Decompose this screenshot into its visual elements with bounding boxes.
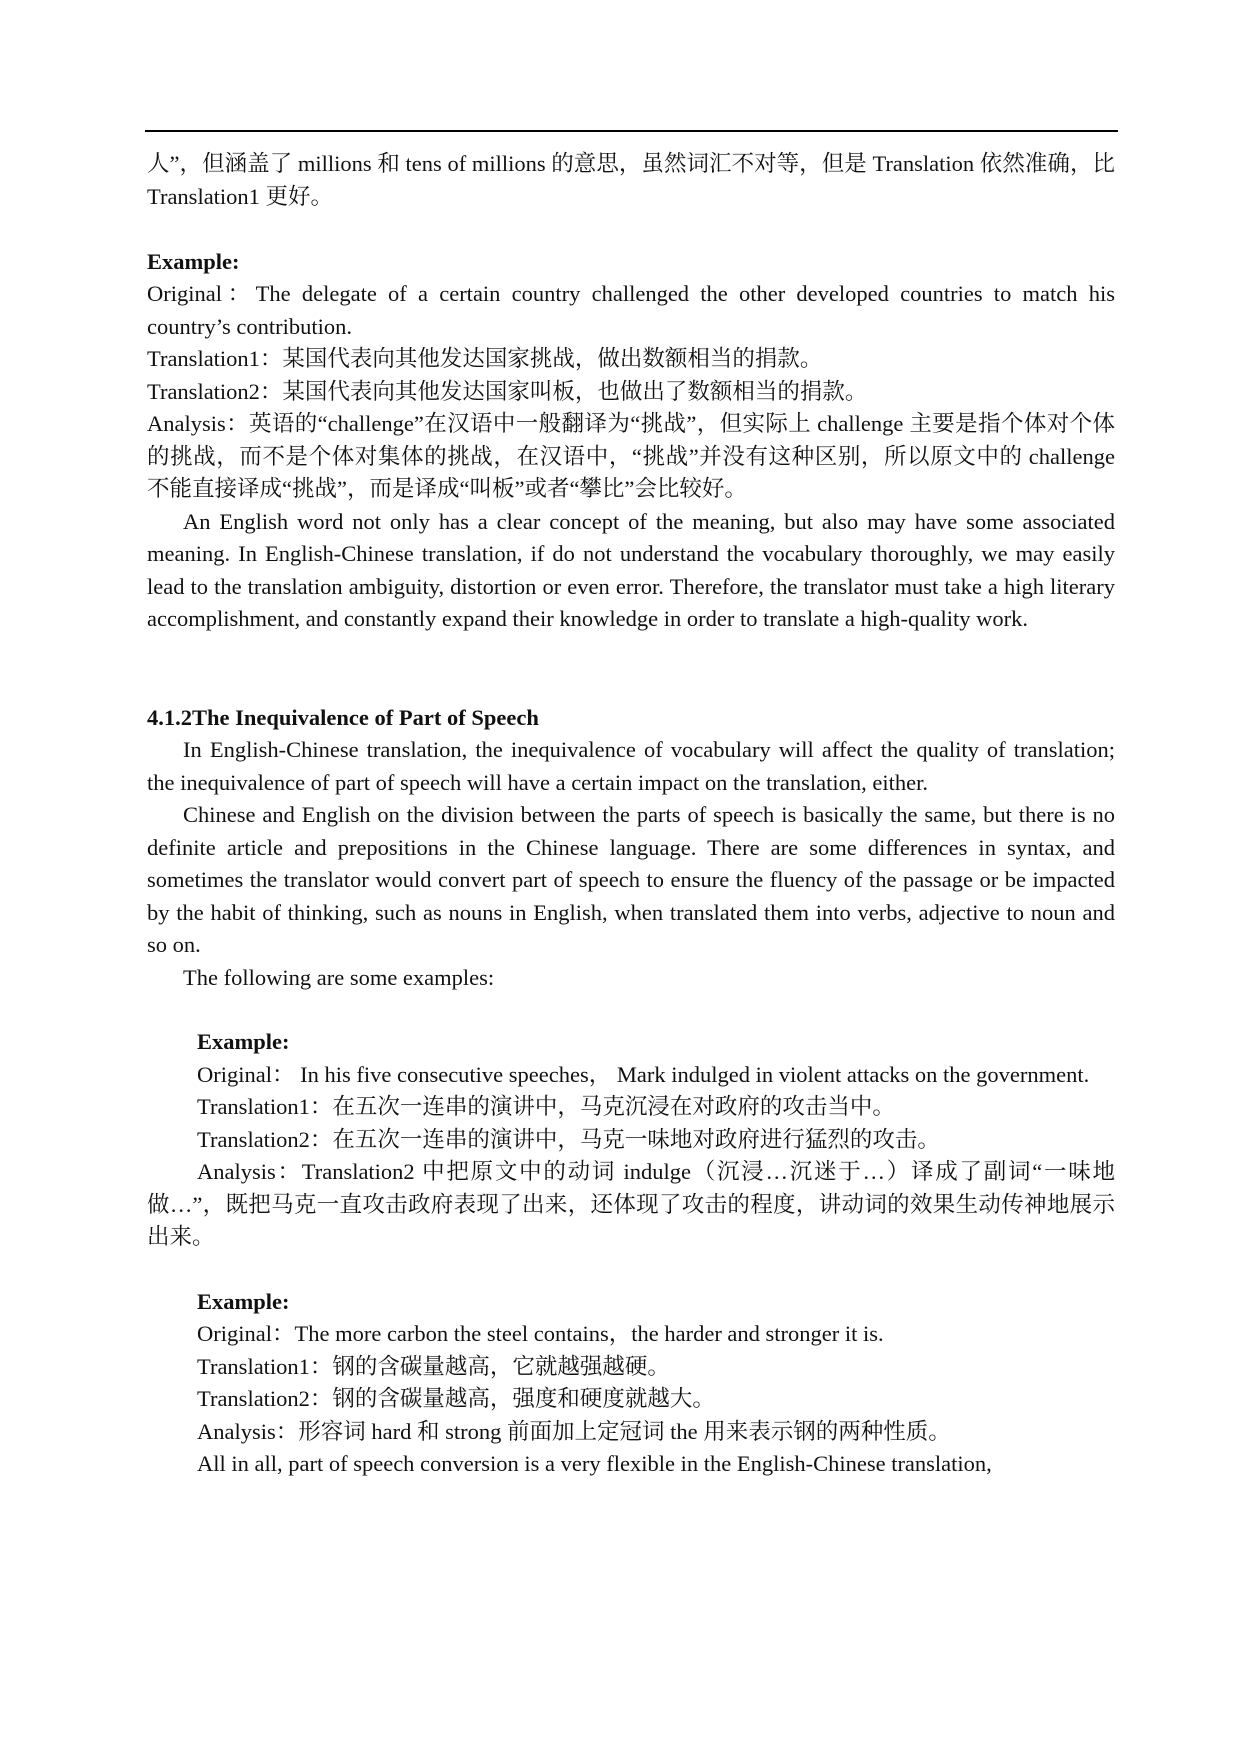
example-analysis: Analysis：英语的“challenge”在汉语中一般翻译为“挑战”，但实际上 challenge 主要是指个体对个体的挑战，而不是个体对集体的挑战，在汉语中，“挑战”并没有这种区别，所以原文中的 challenge 不能直接译成“挑战”，而是译成“叫板”或者“攀比”会比较好。	[147, 411, 1115, 501]
example-label: Example:	[197, 1029, 290, 1054]
section-heading: 4.1.2The Inequivalence of Part of Speech	[147, 704, 539, 730]
example-original: Original： In his five consecutive speeches， Mark indulged in violent attacks on the government.	[197, 1061, 1090, 1087]
example-translation-2: Translation2：钢的含碳量越高，强度和硬度就越大。	[197, 1386, 715, 1411]
body-paragraph: In English-Chinese translation, the inequivalence of vocabulary will affect the quality of translation; the inequivalence of part of speech will have a certain impact on the translation, either.	[147, 737, 1115, 795]
example-translation-1: Translation1：钢的含碳量越高，它就越强越硬。	[197, 1353, 670, 1379]
example-analysis: Analysis：形容词 hard 和 strong 前面加上定冠词 the 用来表示钢的两种性质。	[197, 1418, 951, 1444]
body-paragraph: All in all, part of speech conversion is a very flexible in the English-Chinese translation,	[197, 1451, 992, 1476]
body-paragraph: Chinese and English on the division between the parts of speech is basically the same, but there is no definite article and prepositions in the Chinese language. There are some differences in syntax, and sometimes the translator would convert part of speech to ensure the fluency of the passage or be impacted by the habit of thinking, such as nouns in English, when translated them into verbs, adjective to noun and so on.	[147, 802, 1115, 957]
example-translation-1: Translation1：在五次一连串的演讲中，马克沉浸在对政府的攻击当中。	[197, 1094, 895, 1119]
example-original: Original：The more carbon the steel contains，the harder and stronger it is.	[197, 1321, 884, 1346]
example-original: Original：The delegate of a certain country challenged the other developed countries to match his country’s contribution.	[147, 281, 1115, 339]
body-paragraph: An English word not only has a clear concept of the meaning, but also may have some associated meaning. In English-Chinese translation, if do not understand the vocabulary thoroughly, we may easily lead to the translation ambiguity, distortion or even error. Therefore, the translator must take a high literary accomplishment, and constantly expand their knowledge in order to translate a high-quality work.	[147, 508, 1115, 631]
body-paragraph: The following are some examples:	[183, 964, 495, 990]
example-analysis: Analysis：Translation2 中把原文中的动词 indulge（沉浸…沉迷于…）译成了副词“一味地做…”，既把马克一直攻击政府表现了出来，还体现了攻击的程度，讲动词的效果生动传神地展示出来。	[147, 1159, 1115, 1249]
example-translation-2: Translation2：某国代表向其他发达国家叫板，也做出了数额相当的捐款。	[147, 378, 868, 404]
page-body	[147, 148, 1115, 1481]
example-label: Example:	[147, 248, 240, 274]
example-translation-1: Translation1：某国代表向其他发达国家挑战，做出数额相当的捐款。	[147, 346, 823, 371]
example-translation-2: Translation2：在五次一连串的演讲中，马克一味地对政府进行猛烈的攻击。	[197, 1126, 940, 1152]
example-label: Example:	[197, 1288, 290, 1314]
continued-paragraph: 人”，但涵盖了 millions 和 tens of millions 的意思，虽然词汇不对等，但是 Translation 依然准确，比 Translation1 更好。	[147, 151, 1115, 209]
header-rule	[145, 130, 1118, 132]
